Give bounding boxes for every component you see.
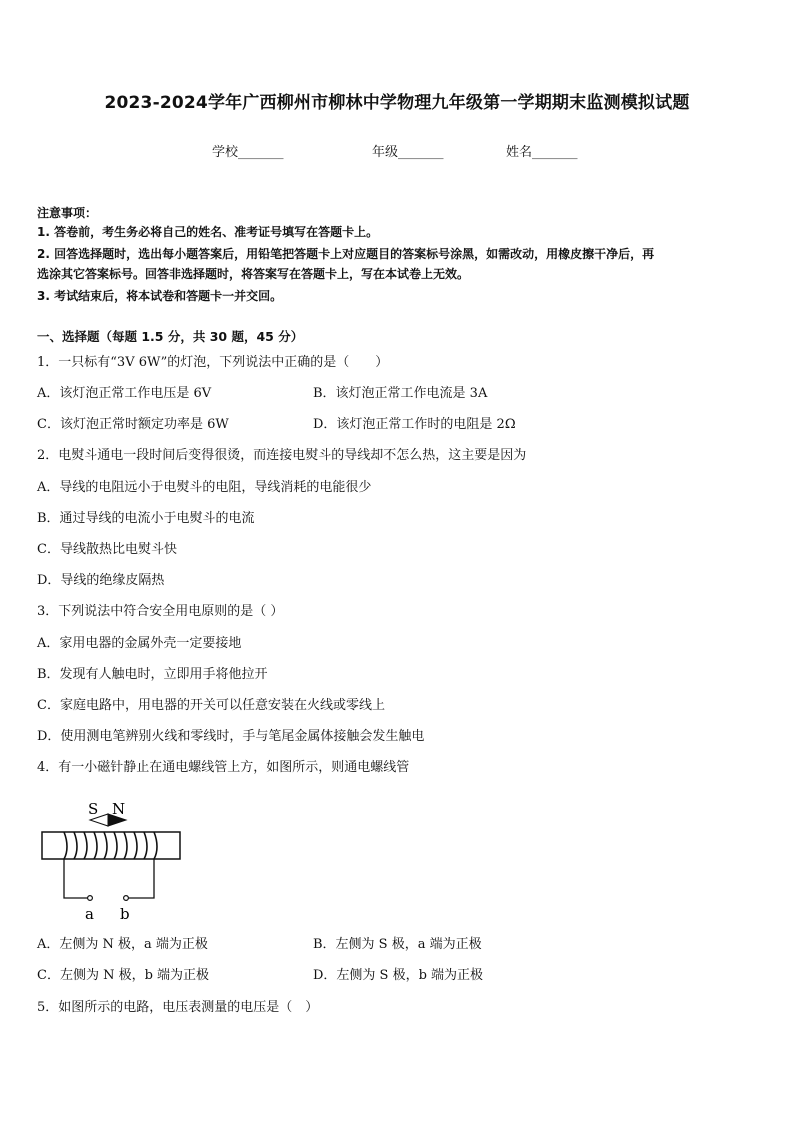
notice-item: 3. 考试结束后，将本试卷和答题卡一并交回。 [37, 289, 283, 303]
grade-field: 年级_______ [372, 145, 444, 160]
question-1-option-a: A．该灯泡正常工作电压是 6V [37, 386, 212, 401]
terminal-b-label: b [120, 905, 130, 923]
question-4-option-c: C．左侧为 N 极，b 端为正极 [37, 968, 210, 983]
question-3-option-a: A．家用电器的金属外壳一定要接地 [37, 636, 242, 651]
question-3-option-c: C．家庭电路中，用电器的开关可以任意安装在火线或零线上 [37, 698, 385, 713]
question-1-option-b: B．该灯泡正常工作电流是 3A [313, 386, 488, 401]
question-1-stem: 1．一只标有“3V 6W”的灯泡，下列说法中正确的是（ ） [37, 355, 389, 370]
question-5-stem: 5．如图所示的电路，电压表测量的电压是（ ） [37, 1000, 319, 1015]
school-field: 学校_______ [212, 145, 284, 160]
notice-heading: 注意事项： [37, 206, 98, 220]
question-2-option-a: A．导线的电阻远小于电熨斗的电阻，导线消耗的电能很少 [37, 480, 372, 495]
notice-item: 选涂其它答案标号。回答非选择题时，将答案写在答题卡上，写在本试卷上无效。 [37, 267, 470, 281]
question-2-option-b: B．通过导线的电流小于电熨斗的电流 [37, 511, 255, 526]
name-field: 姓名_______ [506, 145, 578, 160]
question-2-option-d: D．导线的绝缘皮隔热 [37, 573, 165, 588]
solenoid-core [42, 832, 180, 859]
question-4-option-d: D．左侧为 S 极，b 端为正极 [313, 968, 484, 983]
terminal-a [88, 896, 93, 901]
question-4-stem: 4．有一小磁针静止在通电螺线管上方，如图所示，则通电螺线管 [37, 760, 410, 775]
question-2-stem: 2．电熨斗通电一段时间后变得很烫，而连接电熨斗的导线却不怎么热，这主要是因为 [37, 448, 527, 463]
question-4-option-a: A．左侧为 N 极，a 端为正极 [37, 937, 208, 952]
question-1-option-d: D．该灯泡正常工作时的电阻是 2Ω [313, 417, 516, 432]
section-heading: 一、选择题（每题 1.5 分，共 30 题，45 分） [37, 329, 304, 344]
page-title: 2023-2024学年广西柳州市柳林中学物理九年级第一学期期末监测模拟试题 [104, 93, 690, 113]
question-3-stem: 3．下列说法中符合安全用电原则的是（ ） [37, 604, 284, 619]
question-1-option-c: C．该灯泡正常时额定功率是 6W [37, 417, 229, 432]
notice-item: 1. 答卷前，考生务必将自己的姓名、准考证号填写在答题卡上。 [37, 225, 379, 239]
lead-wire-a [64, 859, 88, 898]
solenoid-figure [36, 790, 196, 925]
question-2-option-c: C．导线散热比电熨斗快 [37, 542, 177, 557]
question-3-option-b: B．发现有人触电时，立即用手将他拉开 [37, 667, 268, 682]
terminal-a-label: a [85, 905, 94, 923]
terminal-b [124, 896, 129, 901]
notice-item: 2. 回答选择题时，选出每小题答案后，用铅笔把答题卡上对应题目的答案标号涂黑，如需改动，用橡皮擦干净后，再 [37, 247, 655, 261]
lead-wire-b [128, 859, 154, 898]
needle-n-label: N [112, 800, 126, 818]
question-3-option-d: D．使用测电笔辨别火线和零线时，手与笔尾金属体接触会发生触电 [37, 729, 425, 744]
question-4-option-b: B．左侧为 S 极，a 端为正极 [313, 937, 482, 952]
needle-s-label: S [88, 800, 99, 818]
